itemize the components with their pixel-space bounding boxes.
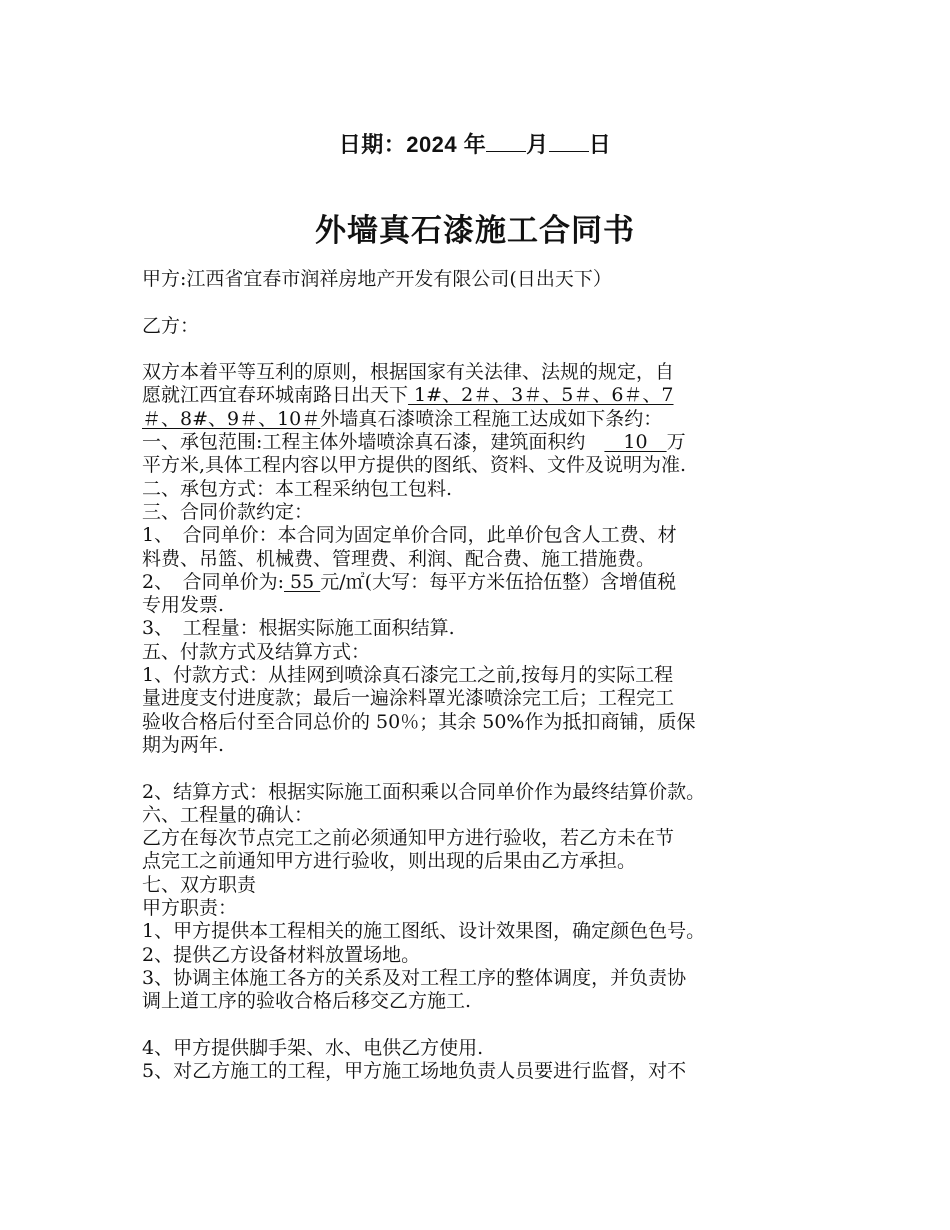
date-line <box>0 128 950 159</box>
building-numbers: 1#、2＃、3＃、5＃、6＃、7 <box>408 384 674 407</box>
price-text-end: 元/㎡(大写：每平方米伍拾伍整）含增值税 <box>320 570 677 593</box>
duty-item-5: 5、对乙方施工的工程，甲方施工场地负责人员要进行监督，对不 <box>142 1060 687 1083</box>
duty-item-1: 1、甲方提供本工程相关的施工图纸、设计效果图，确定颜色色号。 <box>142 920 706 943</box>
unit-price-value: 55 <box>284 570 321 593</box>
scope-text: 一、承包范围:工程主体外墙喷涂真石漆，建筑面积约 <box>142 431 605 454</box>
party-a-duties-heading: 甲方职责： <box>142 897 238 920</box>
document-title: 外墙真石漆施工合同书 <box>315 213 635 249</box>
price-item-2-line-2: 专用发票. <box>142 594 225 617</box>
area-value: 10 <box>604 431 667 454</box>
contract-method: 二、承包方式：本工程采纳包工包料. <box>142 477 453 500</box>
party-b: 乙方： <box>142 314 200 337</box>
scope-line-2: 平方米,具体工程内容以甲方提供的图纸、资料、文件及说明为准. <box>142 454 687 477</box>
intro-text-end: 外墙真石漆喷涂工程施工达成如下条约： <box>320 407 663 430</box>
intro-line-1: 双方本着平等互利的原则，根据国家有关法律、法规的规定，自 <box>142 361 675 384</box>
price-item-1-line-2: 料费、吊篮、机械费、管理费、利润、配合费、施工措施费。 <box>142 547 656 570</box>
contract-body <box>142 268 832 1083</box>
month-blank <box>486 133 526 152</box>
duties-heading: 七、双方职责 <box>142 873 257 896</box>
scope-unit: 万 <box>666 431 686 454</box>
month-label: 月 <box>526 132 549 157</box>
confirm-line-2: 点完工之前通知甲方进行验收，则出现的后果由乙方承担。 <box>142 850 637 873</box>
intro-line-2 <box>142 384 832 407</box>
duty-item-2: 2、提供乙方设备材料放置场地。 <box>142 943 421 966</box>
scope-line-1 <box>142 431 832 454</box>
duty-item-3-line-1: 3、协调主体施工各方的关系及对工程工序的整体调度，并负责协 <box>142 966 687 989</box>
date-prefix: 日期：2024 年 <box>338 132 487 157</box>
day-label: 日 <box>588 132 612 157</box>
price-item-2-line-1 <box>142 571 832 594</box>
price-item-1-line-1: 1、 合同单价：本合同为固定单价合同，此单价包含人工费、材 <box>142 524 677 547</box>
building-numbers-cont: ＃、8#、9＃、10＃ <box>142 407 321 430</box>
payment-item-1-line-2: 量进度支付进度款；最后一遍涂料罩光漆喷涂完工后；工程完工 <box>142 687 675 710</box>
intro-line-3 <box>142 408 832 431</box>
payment-item-1-line-1: 1、付款方式：从挂网到喷涂真石漆完工之前,按每月的实际工程 <box>142 664 674 687</box>
duty-item-4: 4、甲方提供脚手架、水、电供乙方使用. <box>142 1036 484 1059</box>
day-blank <box>549 133 589 152</box>
confirm-line-1: 乙方在每次节点完工之前必须通知甲方进行验收，若乙方未在节 <box>142 827 675 850</box>
payment-item-1-line-4: 期为两年. <box>142 733 225 756</box>
payment-item-2: 2、结算方式：根据实际施工面积乘以合同单价作为最终结算价款。 <box>142 780 706 803</box>
intro-text: 愿就江西宜春环城南路日出天下 <box>142 384 409 407</box>
price-item-3: 3、 工程量：根据实际施工面积结算. <box>142 617 455 640</box>
payment-item-1-line-3: 验收合格后付至合同总价的 50％；其余 50%作为抵扣商铺，质保 <box>142 710 696 733</box>
duty-item-3-line-2: 调上道工序的验收合格后移交乙方施工. <box>142 990 472 1013</box>
price-heading: 三、合同价款约定： <box>142 500 314 523</box>
price-text: 2、 合同单价为: <box>142 570 284 593</box>
confirm-heading: 六、工程量的确认： <box>142 803 314 826</box>
payment-heading: 五、付款方式及结算方式： <box>142 640 371 663</box>
party-a: 甲方:江西省宜春市润祥房地产开发有限公司(日出天下） <box>142 268 612 290</box>
